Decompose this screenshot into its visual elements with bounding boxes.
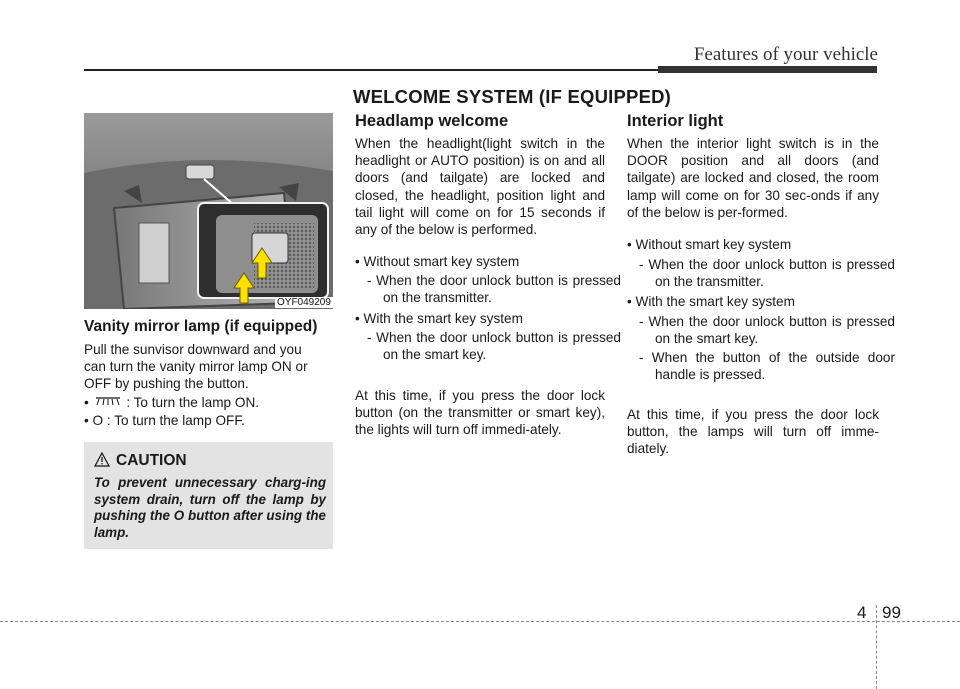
headlamp-intro: When the headlight(light switch in the headlight or AUTO position) is on and all doors (and tailgate) are locked and closed, the headlight, position light and tail light will come on for 15 seconds if any of the below is performed.	[355, 136, 605, 238]
headlamp-outro: At this time, if you press the door lock button (on the transmitter or smart key), the lights will turn off immedi-ately.	[355, 388, 605, 438]
vanity-mirror-illustration	[84, 113, 333, 309]
lamp-on-icon	[93, 394, 123, 412]
headlamp-sub-1: - When the door unlock button is pressed on the transmitter.	[367, 273, 621, 306]
vanity-intro-line-3: OFF by pushing the button.	[84, 376, 249, 391]
caution-text: To prevent unnecessary charg-ing system drain, turn off the lamp by pushing the O button after using the lamp.	[94, 475, 326, 540]
bullet-dot: •	[84, 395, 89, 410]
interior-sub-1: - When the door unlock button is pressed on the transmitter.	[639, 257, 895, 290]
interior-sub-2: - When the door unlock button is pressed on the smart key.	[639, 314, 895, 347]
headlamp-bullet-2: • With the smart key system	[355, 311, 523, 326]
page-header-title: Features of your vehicle	[693, 44, 878, 65]
warning-triangle-icon	[94, 452, 110, 472]
caution-title: CAUTION	[116, 452, 187, 469]
section-title: WELCOME SYSTEM (IF EQUIPPED)	[352, 86, 672, 107]
headlamp-sub-2: - When the door unlock button is pressed on the smart key.	[367, 330, 621, 363]
caution-box	[84, 442, 333, 549]
footer-divider	[876, 605, 877, 689]
vanity-bullet-on	[84, 394, 334, 413]
vanity-mirror-photo	[84, 113, 333, 309]
vanity-bullet-on-text: : To turn the lamp ON.	[126, 395, 260, 410]
footer-dashed-rule	[0, 621, 960, 622]
interior-heading: Interior light	[627, 112, 724, 130]
header-tab	[658, 66, 877, 73]
page-number: 99	[882, 603, 901, 622]
headlamp-bullet-1: • Without smart key system	[355, 254, 520, 269]
vanity-heading: Vanity mirror lamp (if equipped)	[84, 318, 318, 335]
chapter-number: 4	[857, 603, 867, 622]
figure-code: OYF049209	[277, 297, 331, 308]
interior-intro: When the interior light switch is in the DOOR position and all doors (and tailgate) are locked and closed, the room lamp will come on for 30 sec-onds if any of the below is per-formed.	[627, 136, 879, 220]
headlamp-heading: Headlamp welcome	[355, 112, 509, 130]
vanity-intro-line-2: can turn the vanity mirror lamp ON or	[84, 359, 308, 374]
interior-bullet-1: • Without smart key system	[627, 237, 792, 252]
vanity-intro-line-1: Pull the sunvisor downward and you	[84, 342, 302, 357]
header-rule	[84, 69, 658, 71]
interior-bullet-2: • With the smart key system	[627, 294, 795, 309]
vanity-bullet-off: • O : To turn the lamp OFF.	[84, 413, 245, 428]
interior-sub-3: - When the button of the outside door handle is pressed.	[639, 350, 895, 383]
interior-outro: At this time, if you press the door lock button, the lamps will turn off imme-diately.	[627, 407, 879, 457]
